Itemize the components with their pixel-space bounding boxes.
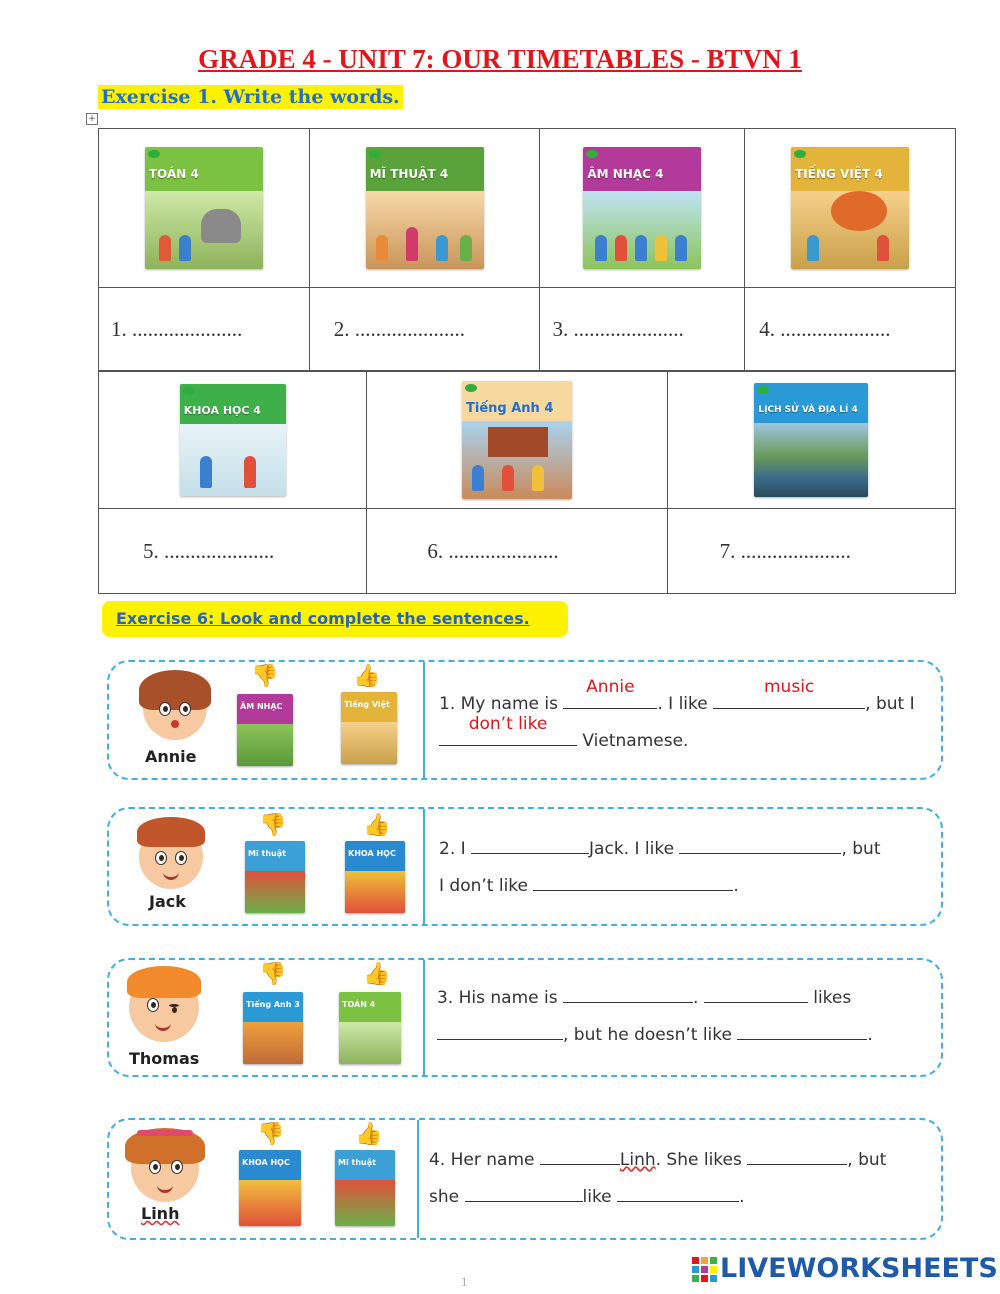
book-cover-khoa-hoc: KHOA HỌC 4	[180, 384, 286, 496]
thumbs-down-icon: 👎	[251, 664, 279, 689]
thumbs-up-icon: 👍	[363, 962, 391, 987]
book-cell	[99, 372, 367, 509]
liked-book-toan: TOÁN 4	[339, 992, 401, 1064]
answer-label-5: 5. .....................	[99, 509, 367, 594]
sentence-3-line-1: 3. His name is . likes	[437, 980, 851, 1017]
blank-input[interactable]	[737, 1019, 867, 1040]
book-cell	[667, 372, 955, 509]
thumbs-down-icon: 👎	[259, 813, 287, 838]
exercise-card-thomas	[107, 958, 943, 1077]
table-move-handle-icon[interactable]: +	[86, 113, 98, 125]
blank-input[interactable]: Annie	[563, 688, 657, 709]
student-name-annie: Annie	[145, 747, 197, 766]
answer-label-3: 3. .....................	[540, 288, 745, 371]
exercise-card-jack	[107, 807, 943, 926]
sentence-2-line-1: 2. I Jack. I like , but	[439, 831, 881, 868]
book-cell	[540, 129, 745, 288]
sentence-2-line-2: I don’t like .	[439, 868, 739, 905]
book-cell	[745, 129, 956, 288]
liked-book-mi-thuat: Mĩ thuật	[335, 1150, 395, 1226]
jack-avatar	[139, 825, 203, 889]
book-cover-tieng-anh: Tiếng Anh 4	[462, 381, 572, 499]
blank-input[interactable]: music	[713, 688, 865, 709]
blank-input[interactable]: don’t like	[439, 725, 577, 746]
student-name-thomas: Thomas	[129, 1049, 200, 1068]
book-cover-mi-thuat: MĨ THUẬT 4	[366, 147, 484, 269]
student-name-linh: Linh	[141, 1204, 180, 1223]
exercise-6-heading: Exercise 6: Look and complete the sentences.	[116, 609, 530, 628]
blank-input[interactable]	[465, 1181, 583, 1202]
exercise-6-heading-box	[102, 601, 568, 637]
blank-input[interactable]	[617, 1181, 739, 1202]
blank-input[interactable]	[563, 982, 693, 1003]
exercise-1-table-bottom	[98, 371, 956, 594]
blank-input[interactable]	[704, 982, 808, 1003]
worksheet-title: GRADE 4 - UNIT 7: OUR TIMETABLES - BTVN 1	[198, 44, 802, 74]
disliked-book-am-nhac: ÂM NHẠC	[237, 694, 293, 766]
thumbs-up-icon: 👍	[355, 1122, 383, 1147]
blank-input[interactable]	[437, 1019, 563, 1040]
book-cover-am-nhac: ÂM NHẠC 4	[583, 147, 701, 269]
blank-input[interactable]	[747, 1144, 847, 1165]
answer-label-4: 4. .....................	[745, 288, 956, 371]
exercise-card-linh	[107, 1118, 943, 1240]
sentence-1-line-1: 1. My name is Annie . I like music , but I	[439, 677, 915, 714]
sentence-1-line-2: don’t like Vietnamese.	[439, 723, 688, 760]
exercise-1-table-top	[98, 128, 956, 371]
disliked-book-tieng-anh-3: Tiếng Anh 3	[243, 992, 303, 1064]
sentence-3-line-2: , but he doesn’t like .	[437, 1017, 873, 1054]
book-cell	[309, 129, 540, 288]
thumbs-down-icon: 👎	[259, 962, 287, 987]
linh-avatar	[131, 1134, 199, 1202]
page-number: 1	[461, 1274, 468, 1289]
thumbs-down-icon: 👎	[257, 1122, 285, 1147]
book-cover-lich-su-dia-li: LỊCH SỬ VÀ ĐỊA LÍ 4	[754, 383, 868, 497]
answer-label-6: 6. .....................	[367, 509, 667, 594]
exercise-1-heading: Exercise 1. Write the words.	[98, 85, 403, 109]
liveworksheets-icon	[692, 1257, 718, 1281]
book-cover-tieng-viet: TIẾNG VIỆT 4	[791, 147, 909, 269]
book-cell	[367, 372, 667, 509]
blank-input[interactable]	[533, 870, 733, 891]
liveworksheets-wordmark: LIVEWORKSHEETS	[720, 1253, 998, 1284]
answer-label-7: 7. .....................	[667, 509, 955, 594]
student-name-jack: Jack	[149, 892, 186, 911]
blank-input[interactable]	[471, 833, 589, 854]
liked-book-tieng-viet: Tiếng Việt	[341, 692, 397, 764]
disliked-book-mi-thuat: Mĩ thuật	[245, 841, 305, 913]
exercise-card-annie	[107, 660, 943, 780]
book-cell	[99, 129, 310, 288]
answer-label-2: 2. .....................	[309, 288, 540, 371]
disliked-book-khoa-hoc: KHOA HỌC	[239, 1150, 301, 1226]
thomas-avatar	[129, 972, 199, 1042]
sentence-4-line-2: she like .	[429, 1179, 744, 1216]
book-cover-toan: TOÁN 4	[145, 147, 263, 269]
thumbs-up-icon: 👍	[363, 813, 391, 838]
annie-avatar	[143, 676, 207, 740]
blank-input[interactable]	[679, 833, 841, 854]
thumbs-up-icon: 👍	[353, 664, 381, 689]
liked-book-khoa-hoc: KHOA HỌC	[345, 841, 405, 913]
answer-label-1: 1. .....................	[99, 288, 310, 371]
blank-input[interactable]	[540, 1144, 620, 1165]
sentence-4-line-1: 4. Her name Linh. She likes , but	[429, 1142, 886, 1179]
